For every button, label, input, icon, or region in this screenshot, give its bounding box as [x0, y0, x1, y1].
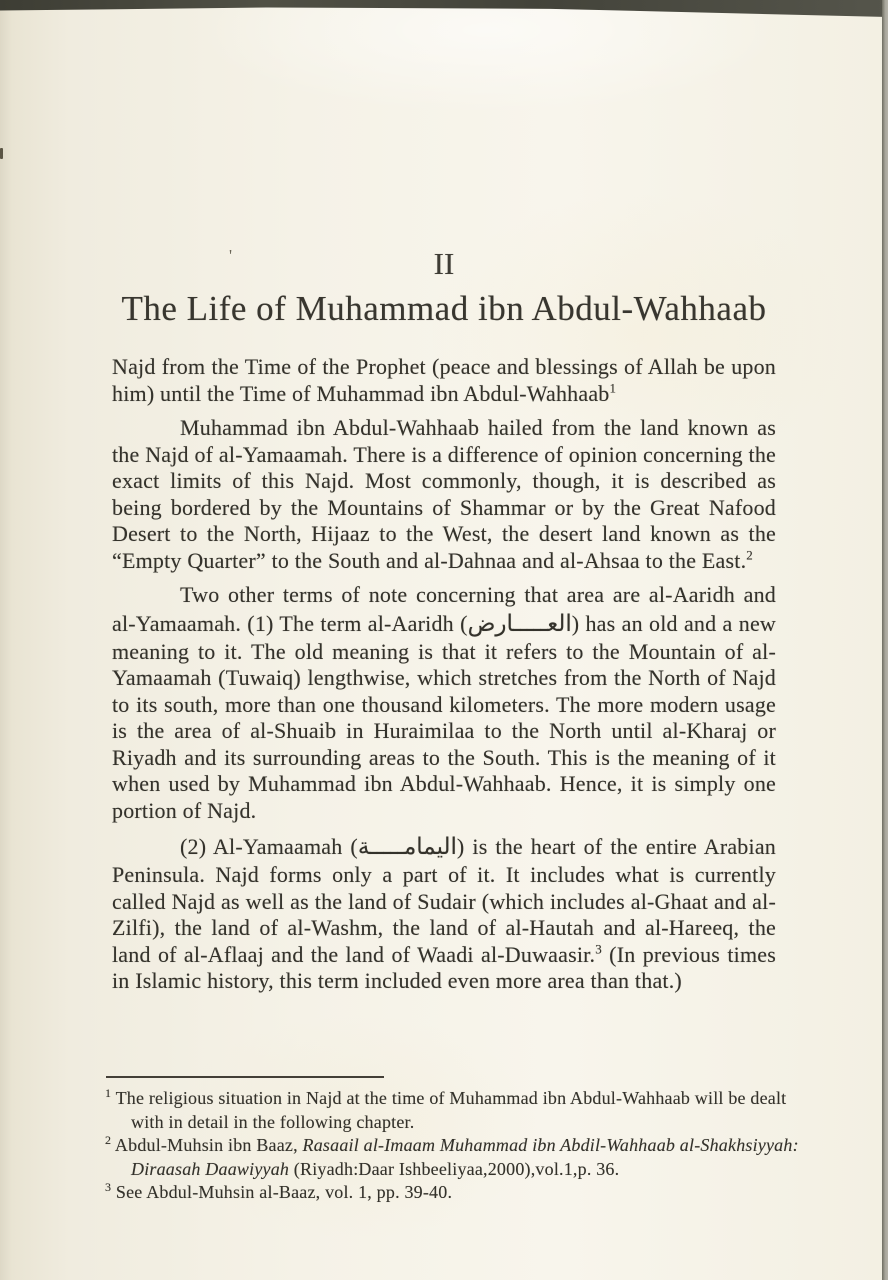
chapter-number: II — [433, 246, 455, 281]
body-paragraph: (2) Al-Yamaamah (اليمامـــــة) is the heart of the entire Arabian Peninsula. Najd forms only a part of it. It includes what is currently called Najd as well as the land of Sudair (which includes al-Ghaat and al-Zilfi), the land of al-Washm, the land of al-Hautah and al-Hareeq, the land of al-Aflaaj and the land of Waadi al-Duwaasir.$^3$ (In previous times in Islamic history, this term included even more area than that.) — [112, 834, 776, 993]
footnote-separator — [106, 1076, 384, 1078]
footnote: $^2$ Abdul-Muhsin ibn Baaz, Rasaail al-Imaam Muhammad ibn Abdil-Wahhaab al-Shakhsiyyah: Diraasah Daawiyyah (Riyadh:Daar Ishbeeliyaa,2000),vol.1,p. 36. — [105, 1133, 799, 1179]
footnote-number: 3 — [105, 1180, 112, 1194]
scan-right-edge — [882, 0, 888, 1280]
book-title-italic: Rasaail al-Imaam Muhammad ibn Abdil-Wahhaab al-Shakhsiyyah: Diraasah Daawiyyah — [131, 1135, 799, 1179]
chapter-title: The Life of Muhammad ibn Abdul-Wahhaab — [121, 289, 767, 328]
footnote-ref: 1 — [609, 380, 617, 396]
page-content — [112, 0, 776, 995]
scan-edge-mark — [0, 148, 3, 159]
footnote: $^3$ See Abdul-Muhsin al-Baaz, vol. 1, pp. 39-40. — [105, 1180, 453, 1202]
body-paragraph: Two other terms of note concerning that area are al-Aaridh and al-Yamaamah. (1) The term al-Aaridh (العـــــارض) has an old and a new meaning to it. The old meaning is that it refers to the Mountain of al-Yamaamah (Tuwaiq) lengthwise, which stretches from the North of Najd to its south, more than one thousand kilometers. The more modern usage is the area of al-Shuaib in Huraimilaa to the North until al-Kharaj or Riyadh and its surrounding areas to the South. This is the meaning of it when used by Muhammad ibn Abdul-Wahhaab. Hence, it is simply one portion of Najd. — [112, 582, 776, 823]
section-heading: Najd from the Time of the Prophet (peace and blessings of Allah be upon him) until the Time of Muhammad ibn Abdul-Wahhaab$^1$ — [112, 354, 776, 406]
body-paragraph: Muhammad ibn Abdul-Wahhaab hailed from the land known as the Najd of al-Yamaamah. There is a difference of opinion concerning the exact limits of this Najd. Most commonly, though, it is described as being bordered by the Mountains of Shammar or by the Great Nafood Desert to the North, Hijaaz to the West, the desert land known as the “Empty Quarter” to the South and al-Dahnaa and al-Ahsaa to the East.$^2$ — [112, 415, 776, 573]
footnotes — [105, 1087, 802, 1205]
arabic-term: العـــــارض — [467, 610, 572, 637]
footnote-number: 2 — [105, 1133, 112, 1147]
footnote: $^1$ The religious situation in Najd at the time of Muhammad ibn Abdul-Wahhaab will be dealt with in detail in the following chapter. — [105, 1086, 787, 1132]
body-text — [112, 354, 776, 995]
footnote-ref: 2 — [746, 547, 753, 563]
arabic-term: اليمامـــــة — [357, 834, 457, 860]
scan-artifact-mark: ' — [229, 246, 233, 265]
footnote-number: 1 — [105, 1086, 112, 1100]
footnote-ref: 3 — [595, 941, 602, 957]
footnote-section — [105, 1076, 802, 1205]
